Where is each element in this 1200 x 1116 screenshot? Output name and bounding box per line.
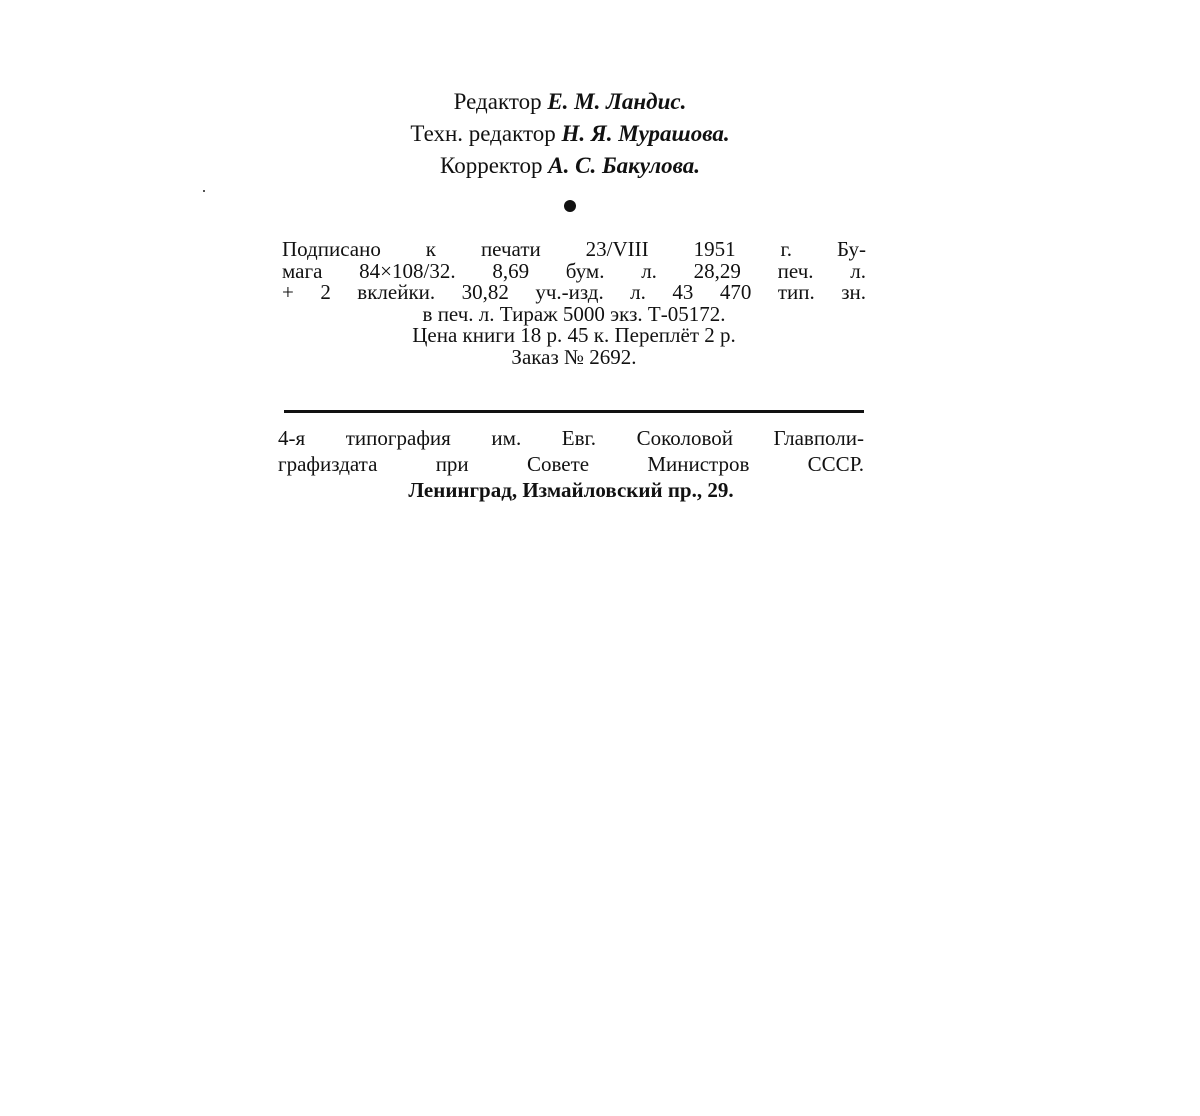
credit-proofreader: [300, 150, 840, 182]
scan-speck: [203, 190, 205, 192]
credit-name: А. С. Бакулова.: [548, 153, 700, 178]
imprint-line: мага 84×108/32. 8,69 бум. л. 28,29 печ. л.: [282, 258, 866, 283]
separator-bullet: [564, 200, 576, 212]
credit-name: Н. Я. Мурашова.: [561, 121, 730, 146]
credits-block: [300, 86, 840, 182]
credit-role: Корректор: [440, 153, 543, 178]
imprint-order: Заказ № 2692.: [511, 344, 637, 369]
printer-block: [278, 425, 864, 503]
printer-line: графиздата при Совете Министров СССР.: [278, 452, 864, 476]
imprint-line: Подписано к печати 23/VIII 1951 г. Бу-: [282, 237, 866, 261]
divider-rule: [284, 410, 864, 413]
imprint-line: + 2 вклейки. 30,82 уч.-изд. л. 43 470 тип. зн.: [282, 280, 866, 304]
imprint-line: в печ. л. Тираж 5000 экз. Т-05172.: [422, 301, 726, 326]
credit-editor: [300, 86, 840, 118]
credit-role: Техн. редактор: [410, 121, 556, 146]
credit-role: Редактор: [453, 89, 542, 114]
imprint-block: [282, 239, 866, 368]
imprint-price: Цена книги 18 р. 45 к. Переплёт 2 р.: [412, 323, 736, 347]
credit-tech-editor: [300, 118, 840, 150]
credit-name: Е. М. Ландис.: [547, 89, 687, 114]
printer-address: Ленинград, Измайловский пр., 29.: [408, 478, 734, 502]
printer-line: 4-я типография им. Евг. Соколовой Главполи-: [278, 426, 864, 450]
